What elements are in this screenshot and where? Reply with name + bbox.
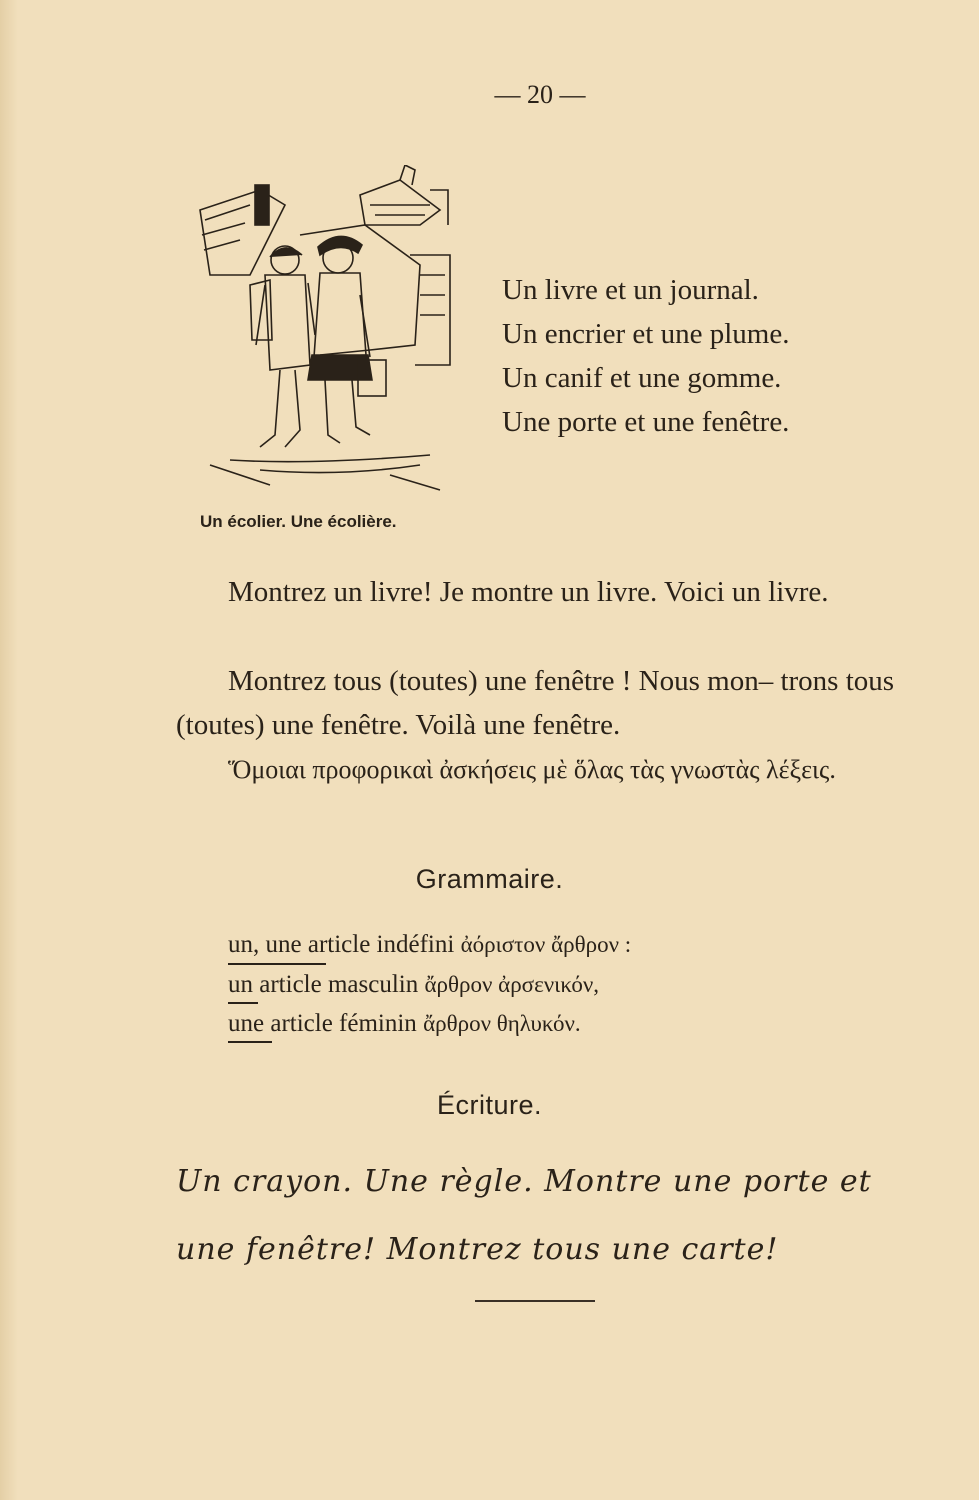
page-number: — 20 — [494, 80, 586, 109]
underline [228, 1041, 272, 1043]
exercise-text: Montrez tous (toutes) une fenêtre ! Nous mon– trons tous (toutes) une fenêtre. Voilà une fenêtre. [176, 665, 895, 741]
grammar-row [228, 1005, 788, 1043]
schoolchildren-illustration [190, 165, 460, 500]
vocab-line: Un livre et un journal. [502, 274, 759, 306]
vocab-line: Un canif et une gomme. [502, 362, 782, 394]
vocab-line: Un encrier et une plume. [502, 318, 790, 350]
writing-heading: Écriture. [436, 1090, 543, 1120]
page-edge [0, 0, 18, 1500]
exercise-paragraph-2 [176, 659, 911, 747]
grammar-greek: ἄρθρον θηλυκόν. [423, 1011, 581, 1036]
illustration-caption: Un écolier. Une écolière. [200, 512, 397, 531]
greek-text: Ὅμοιαι προφορικαὶ ἀσκήσεις μὲ ὅλας τὰς γνωστὰς λέξεις. [228, 755, 836, 784]
vocab-line: Une porte et une fenêtre. [502, 406, 790, 438]
grammar-greek: ἀόριστον ἄρθρον : [460, 932, 632, 957]
grammar-french: un article masculin [228, 971, 419, 998]
grammar-row [228, 926, 788, 964]
divider [475, 1300, 595, 1302]
grammar-heading: Grammaire. [415, 864, 564, 894]
grammar-french: une article féminin [228, 1010, 417, 1037]
grammar-french: un, une article indéfini [228, 931, 455, 958]
underline [228, 963, 326, 965]
grammar-row [228, 966, 788, 1004]
exercise-paragraph-1 [176, 570, 911, 614]
exercise-text: Montrez un livre! Je montre un livre. Voici un livre. [228, 576, 829, 608]
underline [228, 1002, 258, 1004]
handwriting-text: Un crayon. Une règle. Montre une porte et une fenêtre! Montrez tous une carte! [176, 1164, 872, 1267]
vocabulary-list [502, 268, 922, 444]
grammar-greek: ἄρθρον ἀρσενικόν, [424, 972, 600, 997]
greek-instruction [176, 750, 911, 790]
